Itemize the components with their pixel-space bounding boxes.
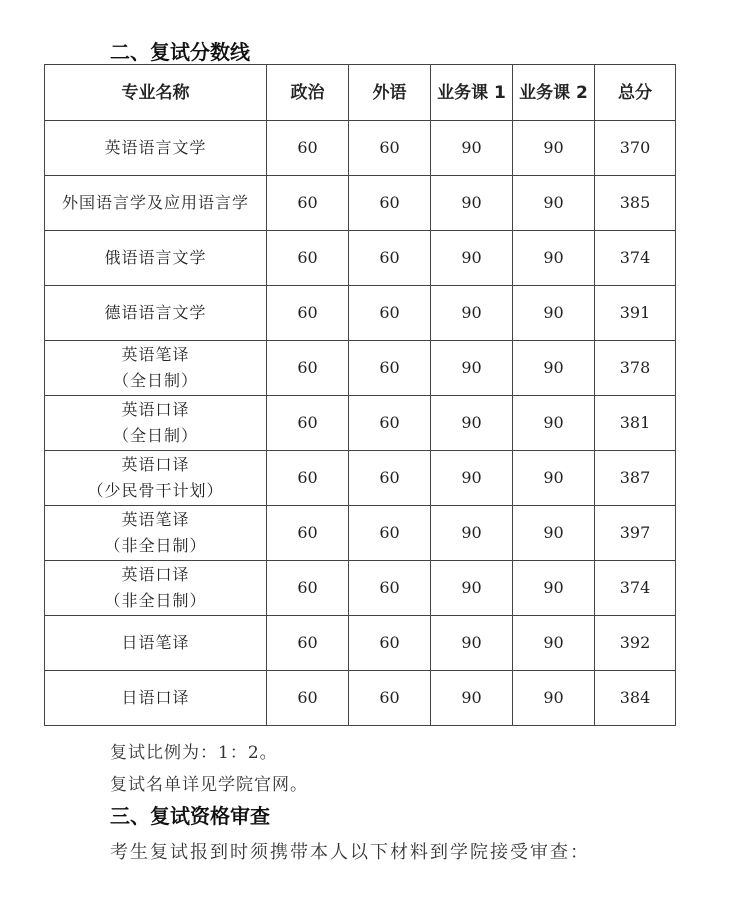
table-row <box>45 341 676 396</box>
major-name: 俄语语言文学 <box>104 248 207 267</box>
cell-major <box>45 451 267 506</box>
cell-course2: 90 <box>513 506 595 561</box>
cell-language: 60 <box>349 671 431 726</box>
cell-major <box>45 121 267 176</box>
table-row <box>45 671 676 726</box>
table-header-row <box>45 65 676 121</box>
major-qualifier: （非全日制） <box>104 591 207 610</box>
major-name: 英语语言文学 <box>104 138 207 157</box>
cell-language: 60 <box>349 176 431 231</box>
cell-course1: 90 <box>431 616 513 671</box>
table-row <box>45 286 676 341</box>
cell-total: 392 <box>595 616 676 671</box>
header-course-2: 业务课 2 <box>513 65 595 121</box>
major-name: 英语口译 <box>121 400 190 419</box>
major-name: 英语笔译 <box>121 345 190 364</box>
major-qualifier: （全日制） <box>112 371 198 390</box>
cell-total: 391 <box>595 286 676 341</box>
cell-politics: 60 <box>267 561 349 616</box>
cell-total: 385 <box>595 176 676 231</box>
header-major: 专业名称 <box>45 65 267 121</box>
header-course-1: 业务课 1 <box>431 65 513 121</box>
ratio-note: 复试比例为：1：2。 <box>110 743 278 763</box>
cell-language: 60 <box>349 286 431 341</box>
cell-course2: 90 <box>513 671 595 726</box>
table-row <box>45 506 676 561</box>
cell-total: 370 <box>595 121 676 176</box>
cell-total: 384 <box>595 671 676 726</box>
cell-language: 60 <box>349 396 431 451</box>
table-row <box>45 396 676 451</box>
cell-course2: 90 <box>513 561 595 616</box>
cell-course1: 90 <box>431 671 513 726</box>
cell-major <box>45 176 267 231</box>
header-politics: 政治 <box>267 65 349 121</box>
table-row <box>45 616 676 671</box>
cell-language: 60 <box>349 561 431 616</box>
table-row <box>45 121 676 176</box>
cell-language: 60 <box>349 231 431 286</box>
score-table <box>44 64 676 726</box>
header-total: 总分 <box>595 65 676 121</box>
section-2-heading: 二、复试分数线 <box>110 40 250 64</box>
cell-course1: 90 <box>431 561 513 616</box>
cell-major <box>45 286 267 341</box>
major-name: 外国语言学及应用语言学 <box>61 193 249 212</box>
cell-total: 378 <box>595 341 676 396</box>
cell-major <box>45 616 267 671</box>
cell-politics: 60 <box>267 506 349 561</box>
major-qualifier: （非全日制） <box>104 536 207 555</box>
section-3-paragraph: 考生复试报到时须携带本人以下材料到学院接受审查： <box>110 842 590 863</box>
cell-course1: 90 <box>431 451 513 506</box>
cell-course2: 90 <box>513 451 595 506</box>
cell-total: 374 <box>595 231 676 286</box>
cell-major <box>45 231 267 286</box>
table-row <box>45 451 676 506</box>
cell-politics: 60 <box>267 341 349 396</box>
cell-course1: 90 <box>431 176 513 231</box>
major-qualifier: （少民骨干计划） <box>87 481 224 500</box>
cell-major <box>45 561 267 616</box>
cell-politics: 60 <box>267 671 349 726</box>
header-language: 外语 <box>349 65 431 121</box>
cell-total: 374 <box>595 561 676 616</box>
major-name: 英语口译 <box>121 565 190 584</box>
cell-politics: 60 <box>267 616 349 671</box>
cell-politics: 60 <box>267 121 349 176</box>
cell-course2: 90 <box>513 396 595 451</box>
major-name: 英语笔译 <box>121 510 190 529</box>
cell-course1: 90 <box>431 396 513 451</box>
section-3-heading: 三、复试资格审查 <box>110 804 270 828</box>
cell-course1: 90 <box>431 506 513 561</box>
cell-politics: 60 <box>267 286 349 341</box>
cell-politics: 60 <box>267 176 349 231</box>
table-row <box>45 561 676 616</box>
major-name: 英语口译 <box>121 455 190 474</box>
cell-major <box>45 671 267 726</box>
cell-language: 60 <box>349 341 431 396</box>
cell-major <box>45 396 267 451</box>
cell-politics: 60 <box>267 451 349 506</box>
table-body <box>45 121 676 726</box>
cell-total: 381 <box>595 396 676 451</box>
cell-course2: 90 <box>513 616 595 671</box>
cell-language: 60 <box>349 121 431 176</box>
cell-language: 60 <box>349 506 431 561</box>
cell-politics: 60 <box>267 231 349 286</box>
cell-course2: 90 <box>513 286 595 341</box>
cell-course2: 90 <box>513 231 595 286</box>
cell-course1: 90 <box>431 341 513 396</box>
cell-major <box>45 506 267 561</box>
table-row <box>45 176 676 231</box>
major-qualifier: （全日制） <box>112 426 198 445</box>
cell-course2: 90 <box>513 121 595 176</box>
cell-course2: 90 <box>513 341 595 396</box>
cell-course2: 90 <box>513 176 595 231</box>
cell-total: 387 <box>595 451 676 506</box>
major-name: 日语口译 <box>121 688 190 707</box>
cell-major <box>45 341 267 396</box>
cell-politics: 60 <box>267 396 349 451</box>
cell-course1: 90 <box>431 121 513 176</box>
cell-course1: 90 <box>431 286 513 341</box>
cell-total: 397 <box>595 506 676 561</box>
list-note: 复试名单详见学院官网。 <box>110 775 308 795</box>
table-row <box>45 231 676 286</box>
cell-course1: 90 <box>431 231 513 286</box>
major-name: 德语语言文学 <box>104 303 207 322</box>
cell-language: 60 <box>349 616 431 671</box>
major-name: 日语笔译 <box>121 633 190 652</box>
cell-language: 60 <box>349 451 431 506</box>
